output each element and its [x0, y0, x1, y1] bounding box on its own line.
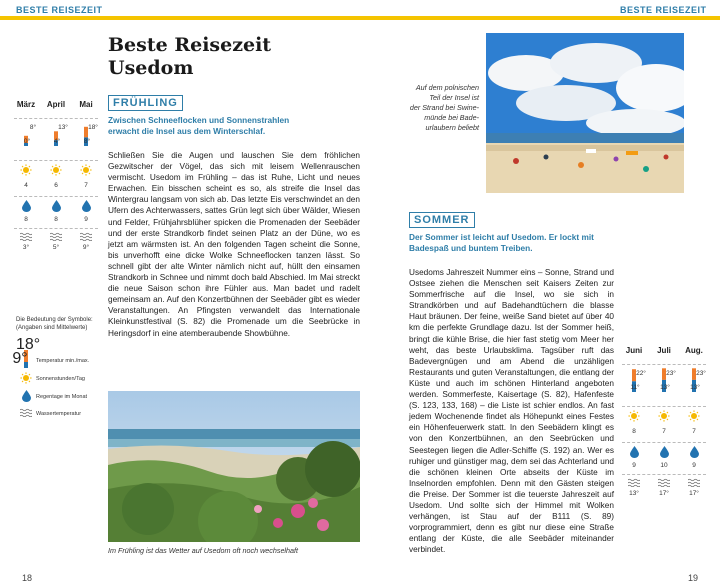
- sun-icon: [20, 164, 32, 176]
- climate-month-label: Juli: [657, 346, 671, 355]
- beach-photo-caption: [405, 83, 479, 133]
- summer-body-text: Usedoms Jahreszeit Nummer eins – Sonne, Strand und Ostsee ziehen die Menschen seit Kaisers Zeiten zur Sommerfrische auf die Insel, wo sie sich in Strandkörben und auf Badehandtüchern die blasse Haut bräunen. Der feine, weiße Sand bietet auf über 40 km die perfekte Grundlage dazu. Ist der Sommer heiß, bringt die kühle Brise, die hier fast stetig vom Meer her weht, das beste Urlaubsklima. Tagsüber ruft das Badevergnügen und am Abend die unzähligen Restaurants und guten Veranstaltungen, die entlang der Küste und auch im schönen Hinterland angeboten werden. Sommerfeste, Kaisertage (S. 82), Hafenfeste (S. 123, 133, 168) – die Liste ist schier endlos. An fast jedem Wochenende findet als Höhepunkt eines Festes ein Höhenfeuerwerk statt. In den Seebädern klingt es von den Konzertbühnen, an den Seebrücken und Seestegen liegen die Adler-Schiffe (S. 192) an. Wer es ruhiger und günstiger mag, dem sei das Achterland und die schönen kleinen Orte abseits der Küste im Inselnorden empfohlen. Denn mit den Gästen steigen die Preise. Der Sommer ist die teuerste Jahreszeit auf Usedom. Und sollte sich der Himmel mit Wolken verhängen, ist Stau auf der B111 (S. 89) vorprogrammiert, denn es gibt nur diese eine Straße entlang der Küste, die alle Seebäder miteinander verbindet.: [409, 268, 614, 555]
- page-number-left: 18: [22, 573, 33, 583]
- climate-water-temp: 13°: [629, 490, 639, 497]
- climate-tmin: 4°: [53, 138, 61, 145]
- climate-rain-days: 9: [632, 462, 636, 469]
- climate-tmin: 8°: [83, 138, 91, 145]
- climate-sun-hours: 8: [632, 428, 636, 435]
- climate-tmax: 13°: [58, 124, 68, 131]
- climate-rain-days: 9: [692, 462, 696, 469]
- legend-title: [16, 316, 106, 332]
- dune-photo-art: [108, 391, 360, 542]
- legend-sun-label: Sonnenstunden/Tag: [36, 376, 85, 382]
- title-line-2: Usedom: [108, 57, 194, 79]
- beach-caption-line-2: Teil der Insel ist: [429, 93, 479, 102]
- climate-divider: [622, 406, 706, 407]
- climate-rain-days: 9: [84, 216, 88, 223]
- climate-water-temp: 5°: [52, 244, 60, 251]
- climate-divider: [14, 196, 98, 197]
- waves-icon: [50, 232, 62, 241]
- climate-table-summer: [622, 346, 708, 506]
- climate-rain-days: 8: [24, 216, 28, 223]
- climate-month-label: März: [16, 100, 36, 109]
- climate-sun-hours: 7: [662, 428, 666, 435]
- climate-table-spring: [14, 100, 100, 250]
- raindrop-icon: [630, 446, 639, 458]
- climate-water-temp: 3°: [22, 244, 30, 251]
- beach-caption-line-1: Auf dem polnischen: [415, 83, 479, 92]
- beach-caption-line-4: münde bei Bade-: [424, 113, 479, 122]
- climate-divider: [14, 160, 98, 161]
- legend-title-line-2: (Angaben sind Mittelwerte): [16, 325, 88, 331]
- legend-title-line-1: Die Bedeutung der Symbole:: [16, 317, 93, 323]
- climate-sun-hours: 6: [54, 182, 58, 189]
- climate-divider: [14, 118, 98, 119]
- climate-month-label: Mai: [79, 100, 93, 109]
- raindrop-icon: [82, 200, 91, 212]
- spring-body-text: Schließen Sie die Augen und lauschen Sie dem fröhlichen Gezwitscher der Vögel, das sich mit leisem Wellenrauschen vermischt. Usedom im Frühling – das ist Ruhe, Licht und neues Erwachen. Ein bisschen scheint es so, als streife die Insel das Wintergrau langsam von sich ab. Das letzte Eis verschwindet an den Ufern des Achterwassers, sattes Grün legt sich über Wälder, Wiesen und Felder, Frühjahrsblüher spicken die Promenaden der Seebäder und der erste Strandkorb findet seinen Platz an der Düne, wo es jetzt am wärmsten ist. An den folgenden Tagen scheint die Sonne, bis unverhofft eine dicke Wolke Schneeflocken tanzen lässt. So schnell gibt der alte Winter nämlich nicht auf, hüllt den einsamen Strandkorb in Schnee und nimmt doch bald Abschied. Im Mai streckt die neue Saison schon ihre Fühler aus. Man badet und radelt gemeinsam an. Auf den Konzertbühnen der Seebäder gibt es wieder Veranstaltungen. An Pfingsten verwandelt das Internationale Kleinkunstfestival (S. 82) die Promenade um die Seebrücke in Heringsdorf in eine atemberaubende Showbühne.: [108, 151, 360, 338]
- climate-divider: [622, 474, 706, 475]
- climate-month-label: Aug.: [685, 346, 703, 355]
- legend-water-label: Wassertemperatur: [36, 411, 82, 417]
- climate-tmax: 23°: [696, 370, 706, 377]
- running-header-left: BESTE REISEZEIT: [16, 5, 103, 15]
- sun-icon: [80, 164, 92, 176]
- climate-tmax: 22°: [636, 370, 646, 377]
- legend-sample-min: 9°: [12, 350, 28, 367]
- section-label-summer: SOMMER: [409, 212, 475, 228]
- climate-tmax: 18°: [88, 124, 98, 131]
- page-number-right: 19: [688, 573, 699, 583]
- waves-icon: [628, 478, 640, 487]
- waves-icon: [20, 232, 32, 241]
- climate-divider: [622, 364, 706, 365]
- climate-month-label: Juni: [625, 346, 643, 355]
- spring-lead: [108, 115, 303, 137]
- raindrop-icon: [660, 446, 669, 458]
- climate-water-temp: 17°: [659, 490, 669, 497]
- climate-tmax: 8°: [29, 124, 37, 131]
- climate-tmin: 13°: [690, 384, 700, 391]
- climate-rain-days: 8: [54, 216, 58, 223]
- running-header-right: BESTE REISEZEIT: [620, 5, 707, 15]
- page-title: [108, 34, 271, 80]
- climate-month-label: April: [46, 100, 66, 109]
- legend-sun-icon: [20, 372, 32, 384]
- climate-water-temp: 17°: [689, 490, 699, 497]
- spring-lead-line-1: Zwischen Schneeflocken und Sonnenstrahlen: [108, 115, 290, 125]
- climate-water-temp: 9°: [82, 244, 90, 251]
- beach-photo-art: [486, 33, 684, 193]
- beach-caption-line-5: urlaubern beliebt: [425, 123, 479, 132]
- legend-raindrop-icon: [22, 390, 31, 402]
- summer-lead-line-1: Der Sommer ist leicht auf Usedom. Er lockt mit: [409, 232, 594, 242]
- spring-lead-line-2: erwacht die Insel aus dem Winterschlaf.: [108, 126, 266, 136]
- summer-lead-line-2: Badespaß und buntem Treiben.: [409, 243, 533, 253]
- summer-lead: [409, 232, 614, 254]
- sun-icon: [688, 410, 700, 422]
- climate-rain-days: 10: [660, 462, 668, 469]
- sun-icon: [628, 410, 640, 422]
- climate-tmin: 0°: [23, 138, 31, 145]
- raindrop-icon: [52, 200, 61, 212]
- sun-icon: [658, 410, 670, 422]
- waves-icon: [80, 232, 92, 241]
- climate-tmin: 11°: [630, 384, 640, 391]
- title-line-1: Beste Reisezeit: [108, 34, 272, 56]
- raindrop-icon: [690, 446, 699, 458]
- climate-sun-hours: 7: [84, 182, 88, 189]
- legend-temp-label: Temperatur min./max.: [36, 358, 90, 364]
- climate-sun-hours: 7: [692, 428, 696, 435]
- legend-sample-max: 18°: [16, 336, 41, 353]
- legend-waves-icon: [20, 408, 32, 417]
- sun-icon: [50, 164, 62, 176]
- beach-caption-line-3: der Strand bei Swine-: [409, 103, 479, 112]
- climate-divider: [622, 442, 706, 443]
- header-rule: [0, 16, 720, 20]
- spring-photo-caption: Im Frühling ist das Wetter auf Usedom oft noch wechselhaft: [108, 546, 299, 555]
- climate-tmax: 23°: [666, 370, 676, 377]
- climate-tmin: 13°: [660, 384, 670, 391]
- legend-rain-label: Regentage im Monat: [36, 394, 88, 400]
- climate-divider: [14, 228, 98, 229]
- waves-icon: [688, 478, 700, 487]
- section-label-spring: FRÜHLING: [108, 95, 183, 111]
- beach-photo: [486, 33, 684, 193]
- climate-sun-hours: 4: [24, 182, 28, 189]
- raindrop-icon: [22, 200, 31, 212]
- spring-dune-photo: [108, 391, 360, 542]
- waves-icon: [658, 478, 670, 487]
